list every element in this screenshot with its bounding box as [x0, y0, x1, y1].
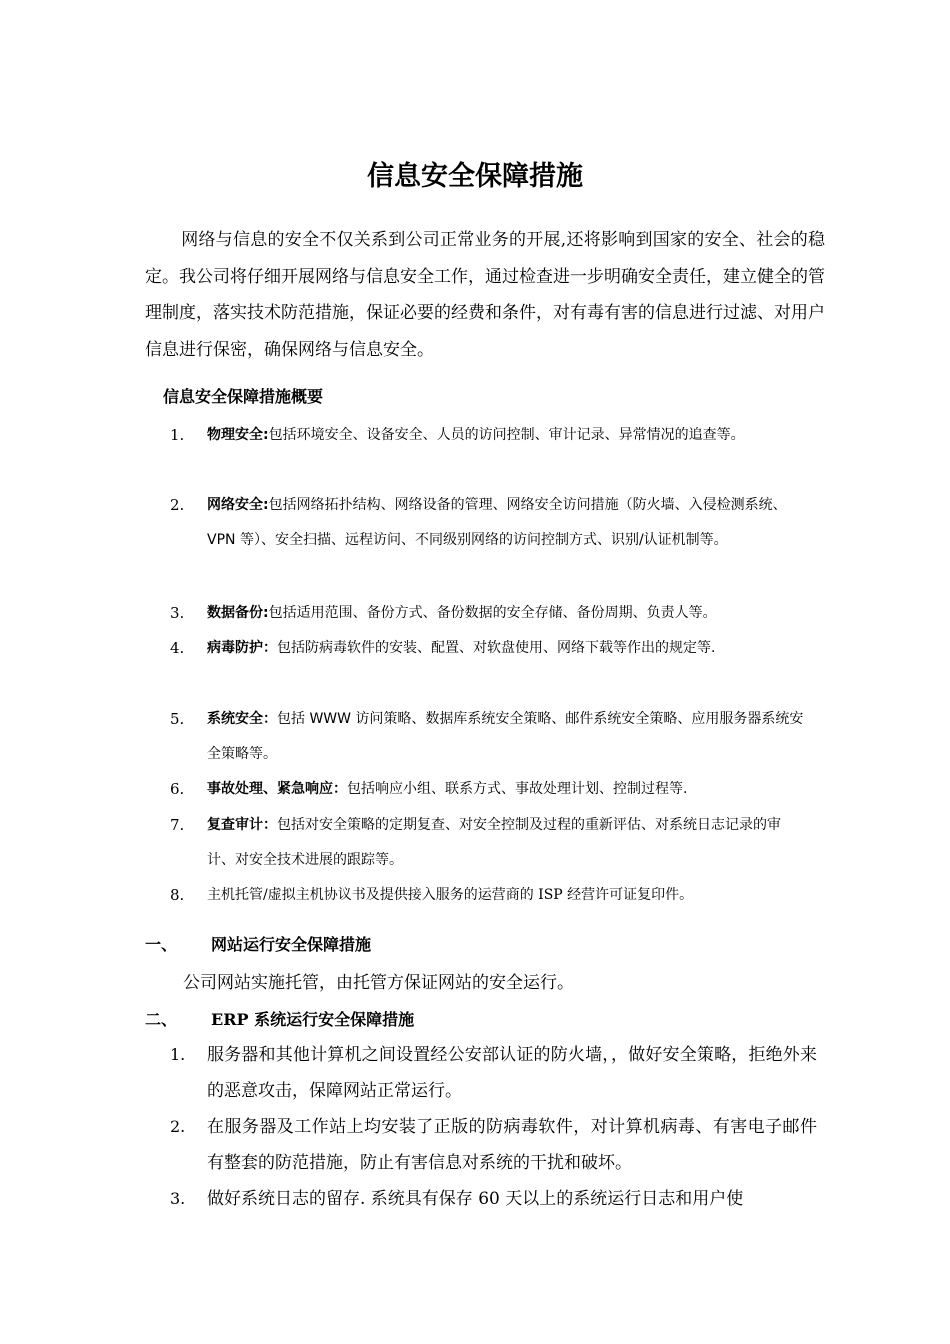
- section-number: 一、: [145, 935, 178, 954]
- list-item-body: 主机托管/虚拟主机协议书及提供接入服务的运营商的 ISP 经营许可证复印件。: [207, 887, 694, 903]
- page-title: 信息安全保障措施: [367, 161, 583, 192]
- list-item-number: 3.: [170, 604, 185, 622]
- list-item-body: 包括适用范围、备份方式、备份数据的安全存储、备份周期、负责人等。: [268, 605, 717, 621]
- list-item-number: 2.: [170, 496, 185, 514]
- list-item-number: 1.: [170, 1045, 186, 1064]
- list-item-text: 在服务器及工作站上均安装了正版的防病毒软件，对计算机病毒、有害电子邮件有整套的防范措施，防止有害信息对系统的干扰和破坏。: [207, 1117, 817, 1173]
- list-item-text: [207, 631, 807, 666]
- section-title: ERP 系统运行安全保障措施: [211, 1010, 415, 1029]
- list-item-label: 事故处理、紧急响应：: [207, 781, 347, 797]
- list-item-label: 网络安全:: [207, 497, 269, 513]
- list-item-text: [207, 878, 807, 913]
- list-item-number: 4.: [170, 639, 185, 657]
- list-item-number: 1.: [170, 426, 185, 444]
- list-item-text: [207, 772, 807, 807]
- intro-paragraph: [145, 222, 825, 368]
- list-item-number: 6.: [170, 780, 185, 798]
- list-item-number: 2.: [170, 1117, 186, 1136]
- list-item-label: 病毒防护：: [207, 640, 277, 656]
- list-item-number: 7.: [170, 816, 185, 834]
- list-item-text: [207, 596, 807, 631]
- list-item-number: 8.: [170, 886, 185, 904]
- list-item-number: 3.: [170, 1189, 186, 1208]
- list-item-body: 包括 WWW 访问策略、数据库系统安全策略、邮件系统安全策略、应用服务器系统安全策略等。: [207, 711, 804, 762]
- list-item-body: 包括网络拓扑结构、网络设备的管理、网络安全访问措施（防火墙、入侵检测系统、VPN 等）、安全扫描、远程访问、不同级别网络的访问控制方式、识别/认证机制等。: [207, 497, 787, 548]
- list-item-text: [207, 702, 807, 772]
- list-item-label: 物理安全:: [207, 427, 269, 443]
- list-item-body: 包括防病毒软件的安装、配置、对软盘使用、网络下载等作出的规定等.: [277, 640, 716, 656]
- list-item-text: 服务器和其他计算机之间设置经公安部认证的防火墙，，做好安全策略，拒绝外来的恶意攻击，保障网站正常运行。: [207, 1045, 817, 1101]
- list-item-text: [207, 808, 807, 878]
- list-item-number: 5.: [170, 710, 185, 728]
- list-item-label: 复查审计：: [207, 817, 277, 833]
- list-item-body: 包括对安全策略的定期复查、对安全控制及过程的重新评估、对系统日志记录的审计、对安全技术进展的跟踪等。: [207, 817, 781, 868]
- section-number: 二、: [145, 1010, 178, 1029]
- list-item-text: [207, 488, 807, 558]
- list-item-text: [207, 418, 807, 453]
- list-item-label: 数据备份:: [207, 605, 269, 621]
- intro-text: 网络与信息的安全不仅关系到公司正常业务的开展,还将影响到国家的安全、社会的稳定。我公司将仔细开展网络与信息安全工作，通过检查进一步明确安全责任，建立健全的管理制度，落实技术防范措施，保证必要的经费和条件，对有毒有害的信息进行过滤、对用户信息进行保密，确保网络与信息安全。: [145, 230, 825, 360]
- section-title: 网站运行安全保障措施: [211, 935, 372, 954]
- list-item-body: 包括响应小组、联系方式、事故处理计划、控制过程等.: [347, 781, 688, 797]
- section-1-body: 公司网站实施托管，由托管方保证网站的安全运行。: [183, 973, 574, 993]
- list-item-text: 做好系统日志的留存. 系统具有保存 60 天以上的系统运行日志和用户使: [207, 1189, 744, 1209]
- list-item-body: 包括环境安全、设备安全、人员的访问控制、审计记录、异常情况的追查等。: [268, 427, 745, 443]
- overview-heading: 信息安全保障措施概要: [163, 387, 324, 406]
- list-item-label: 系统安全：: [207, 711, 277, 727]
